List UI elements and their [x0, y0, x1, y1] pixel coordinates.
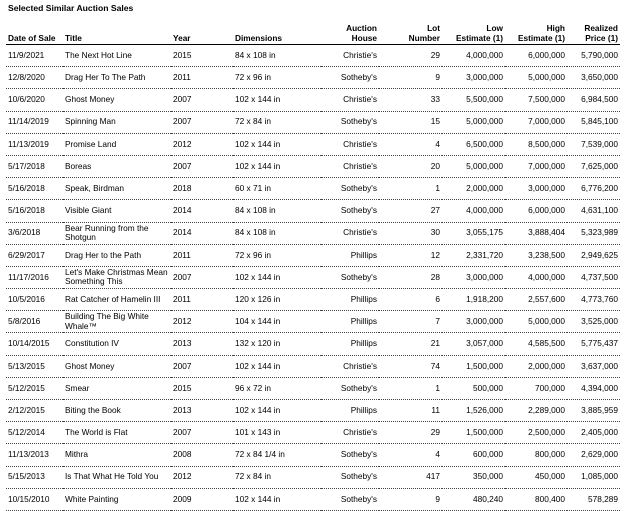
cell-price: 2,629,000: [567, 444, 620, 466]
cell-dimensions: 102 x 144 in: [233, 266, 321, 288]
cell-year: 2007: [171, 111, 233, 133]
cell-house: Sotheby's: [321, 266, 379, 288]
header-auction-house: Auction House: [321, 17, 379, 45]
cell-dimensions: 72 x 84 in: [233, 111, 321, 133]
cell-price: 5,323,989: [567, 222, 620, 244]
cell-year: 2008: [171, 444, 233, 466]
cell-price: 4,394,000: [567, 377, 620, 399]
cell-house: Phillips: [321, 289, 379, 311]
cell-price: 3,885,959: [567, 400, 620, 422]
cell-date: 12/8/2020: [6, 67, 63, 89]
cell-house: Christie's: [321, 355, 379, 377]
cell-date: 10/14/2015: [6, 333, 63, 355]
cell-date: 10/5/2016: [6, 289, 63, 311]
table-row: [6, 266, 620, 288]
table-row: [6, 45, 620, 67]
cell-house: Phillips: [321, 333, 379, 355]
cell-year: 2012: [171, 311, 233, 333]
cell-dimensions: 102 x 144 in: [233, 89, 321, 111]
cell-date: 6/29/2017: [6, 244, 63, 266]
cell-lot: 30: [379, 222, 442, 244]
cell-lot: 28: [379, 266, 442, 288]
cell-lot: 1: [379, 178, 442, 200]
cell-title: Bear Running from the Shotgun: [63, 222, 171, 244]
cell-date: 5/12/2014: [6, 422, 63, 444]
cell-lot: 21: [379, 333, 442, 355]
cell-dimensions: 72 x 96 in: [233, 244, 321, 266]
cell-dimensions: 84 x 108 in: [233, 222, 321, 244]
cell-title: Building The Big White Whale™: [63, 311, 171, 333]
cell-lot: 20: [379, 155, 442, 177]
cell-low: 6,500,000: [442, 133, 505, 155]
cell-title: Spinning Man: [63, 111, 171, 133]
header-title: Title: [63, 17, 171, 45]
cell-high: 2,289,000: [505, 400, 567, 422]
cell-price: 4,737,500: [567, 266, 620, 288]
cell-high: 5,000,000: [505, 67, 567, 89]
cell-year: 2015: [171, 45, 233, 67]
cell-house: Christie's: [321, 133, 379, 155]
cell-high: 6,000,000: [505, 200, 567, 222]
cell-lot: 6: [379, 289, 442, 311]
cell-price: 4,631,100: [567, 200, 620, 222]
cell-house: Christie's: [321, 155, 379, 177]
table-row: [6, 111, 620, 133]
cell-low: 5,500,000: [442, 89, 505, 111]
cell-date: 5/12/2015: [6, 377, 63, 399]
cell-date: 5/15/2013: [6, 466, 63, 488]
cell-high: 3,000,000: [505, 178, 567, 200]
cell-year: 2011: [171, 289, 233, 311]
cell-price: 1,085,000: [567, 466, 620, 488]
cell-low: 3,000,000: [442, 67, 505, 89]
header-row: [6, 17, 620, 45]
cell-title: Smear: [63, 377, 171, 399]
cell-dimensions: 102 x 144 in: [233, 133, 321, 155]
cell-dimensions: 60 x 71 in: [233, 178, 321, 200]
cell-dimensions: 72 x 84 in: [233, 466, 321, 488]
cell-high: 5,000,000: [505, 311, 567, 333]
cell-dimensions: 84 x 108 in: [233, 45, 321, 67]
cell-low: 3,057,000: [442, 333, 505, 355]
cell-year: 2014: [171, 222, 233, 244]
cell-title: Drag Her To The Path: [63, 67, 171, 89]
table-row: [6, 289, 620, 311]
cell-date: 10/15/2010: [6, 488, 63, 510]
cell-price: 5,790,000: [567, 45, 620, 67]
cell-price: 3,525,000: [567, 311, 620, 333]
cell-low: 1,918,200: [442, 289, 505, 311]
cell-lot: 12: [379, 244, 442, 266]
cell-price: 6,984,500: [567, 89, 620, 111]
cell-low: 5,000,000: [442, 111, 505, 133]
cell-high: 2,557,600: [505, 289, 567, 311]
table-row: [6, 222, 620, 244]
cell-house: Sotheby's: [321, 200, 379, 222]
cell-high: 4,585,500: [505, 333, 567, 355]
cell-high: 3,238,500: [505, 244, 567, 266]
cell-low: 600,000: [442, 444, 505, 466]
header-lot-number: Lot Number: [379, 17, 442, 45]
cell-price: 5,845,100: [567, 111, 620, 133]
table-row: [6, 311, 620, 333]
cell-title: Constitution IV: [63, 333, 171, 355]
cell-high: 4,000,000: [505, 266, 567, 288]
cell-title: The World is Flat: [63, 422, 171, 444]
cell-title: Speak, Birdman: [63, 178, 171, 200]
cell-price: 7,625,000: [567, 155, 620, 177]
cell-house: Phillips: [321, 400, 379, 422]
cell-dimensions: 96 x 72 in: [233, 377, 321, 399]
cell-price: 2,949,625: [567, 244, 620, 266]
table-title: Selected Similar Auction Sales: [8, 3, 134, 13]
cell-year: 2007: [171, 422, 233, 444]
cell-date: 10/6/2020: [6, 89, 63, 111]
cell-high: 6,000,000: [505, 45, 567, 67]
table-row: [6, 133, 620, 155]
cell-date: 11/13/2013: [6, 444, 63, 466]
table-row: [6, 333, 620, 355]
cell-dimensions: 72 x 96 in: [233, 67, 321, 89]
cell-high: 7,000,000: [505, 111, 567, 133]
cell-title: The Next Hot Line: [63, 45, 171, 67]
table-row: [6, 155, 620, 177]
cell-low: 1,526,000: [442, 400, 505, 422]
cell-date: 11/17/2016: [6, 266, 63, 288]
cell-title: White Painting: [63, 488, 171, 510]
cell-low: 480,240: [442, 488, 505, 510]
cell-lot: 4: [379, 133, 442, 155]
cell-high: 2,500,000: [505, 422, 567, 444]
cell-dimensions: 102 x 144 in: [233, 400, 321, 422]
cell-lot: 4: [379, 444, 442, 466]
cell-lot: 74: [379, 355, 442, 377]
cell-house: Christie's: [321, 89, 379, 111]
header-dimensions: Dimensions: [233, 17, 321, 45]
cell-price: 3,637,000: [567, 355, 620, 377]
cell-house: Sotheby's: [321, 488, 379, 510]
cell-dimensions: 132 x 120 in: [233, 333, 321, 355]
cell-low: 1,500,000: [442, 422, 505, 444]
cell-high: 800,000: [505, 444, 567, 466]
cell-lot: 9: [379, 488, 442, 510]
cell-house: Christie's: [321, 222, 379, 244]
table-row: [6, 89, 620, 111]
table-row: [6, 444, 620, 466]
cell-low: 3,000,000: [442, 266, 505, 288]
table-row: [6, 466, 620, 488]
cell-dimensions: 101 x 143 in: [233, 422, 321, 444]
cell-high: 8,500,000: [505, 133, 567, 155]
cell-low: 2,331,720: [442, 244, 505, 266]
cell-title: Mithra: [63, 444, 171, 466]
cell-year: 2015: [171, 377, 233, 399]
cell-title: Rat Catcher of Hamelin III: [63, 289, 171, 311]
cell-price: 7,539,000: [567, 133, 620, 155]
cell-dimensions: 102 x 144 in: [233, 155, 321, 177]
cell-dimensions: 104 x 144 in: [233, 311, 321, 333]
cell-year: 2011: [171, 67, 233, 89]
cell-year: 2007: [171, 266, 233, 288]
cell-low: 4,000,000: [442, 45, 505, 67]
cell-date: 5/17/2018: [6, 155, 63, 177]
cell-dimensions: 84 x 108 in: [233, 200, 321, 222]
cell-low: 3,000,000: [442, 311, 505, 333]
header-date: Date of Sale: [6, 17, 63, 45]
cell-low: 2,000,000: [442, 178, 505, 200]
cell-house: Phillips: [321, 311, 379, 333]
cell-date: 3/6/2018: [6, 222, 63, 244]
cell-price: 6,776,200: [567, 178, 620, 200]
cell-title: Biting the Book: [63, 400, 171, 422]
cell-date: 5/8/2016: [6, 311, 63, 333]
cell-date: 2/12/2015: [6, 400, 63, 422]
cell-low: 1,500,000: [442, 355, 505, 377]
table-row: [6, 377, 620, 399]
cell-price: 3,650,000: [567, 67, 620, 89]
cell-lot: 29: [379, 45, 442, 67]
cell-house: Sotheby's: [321, 466, 379, 488]
cell-house: Christie's: [321, 422, 379, 444]
cell-year: 2013: [171, 333, 233, 355]
cell-date: 5/13/2015: [6, 355, 63, 377]
cell-high: 800,400: [505, 488, 567, 510]
cell-low: 350,000: [442, 466, 505, 488]
cell-year: 2007: [171, 155, 233, 177]
table-row: [6, 488, 620, 510]
cell-price: 4,773,760: [567, 289, 620, 311]
table-row: [6, 244, 620, 266]
cell-price: 5,775,437: [567, 333, 620, 355]
cell-lot: 29: [379, 422, 442, 444]
cell-year: 2012: [171, 466, 233, 488]
cell-house: Christie's: [321, 45, 379, 67]
cell-title: Ghost Money: [63, 89, 171, 111]
cell-high: 450,000: [505, 466, 567, 488]
cell-year: 2014: [171, 200, 233, 222]
table-row: [6, 400, 620, 422]
cell-year: 2009: [171, 488, 233, 510]
cell-low: 3,055,175: [442, 222, 505, 244]
cell-year: 2007: [171, 89, 233, 111]
cell-date: 11/9/2021: [6, 45, 63, 67]
cell-low: 5,000,000: [442, 155, 505, 177]
cell-title: Boreas: [63, 155, 171, 177]
cell-title: Ghost Money: [63, 355, 171, 377]
header-year: Year: [171, 17, 233, 45]
table-row: [6, 178, 620, 200]
cell-year: 2018: [171, 178, 233, 200]
cell-date: 11/14/2019: [6, 111, 63, 133]
cell-house: Sotheby's: [321, 67, 379, 89]
cell-dimensions: 120 x 126 in: [233, 289, 321, 311]
cell-date: 11/13/2019: [6, 133, 63, 155]
cell-year: 2012: [171, 133, 233, 155]
cell-house: Sotheby's: [321, 178, 379, 200]
header-low-estimate: Low Estimate (1): [442, 17, 505, 45]
cell-high: 3,888,404: [505, 222, 567, 244]
cell-lot: 7: [379, 311, 442, 333]
cell-price: 578,289: [567, 488, 620, 510]
cell-date: 5/16/2018: [6, 178, 63, 200]
auction-sales-table: [6, 17, 620, 511]
cell-high: 700,000: [505, 377, 567, 399]
cell-title: Is That What He Told You: [63, 466, 171, 488]
table-row: [6, 422, 620, 444]
cell-year: 2007: [171, 355, 233, 377]
cell-high: 2,000,000: [505, 355, 567, 377]
cell-high: 7,000,000: [505, 155, 567, 177]
header-high-estimate: High Estimate (1): [505, 17, 567, 45]
table-row: [6, 200, 620, 222]
cell-low: 500,000: [442, 377, 505, 399]
cell-dimensions: 102 x 144 in: [233, 488, 321, 510]
cell-house: Phillips: [321, 244, 379, 266]
table-row: [6, 355, 620, 377]
cell-lot: 33: [379, 89, 442, 111]
cell-lot: 11: [379, 400, 442, 422]
cell-date: 5/16/2018: [6, 200, 63, 222]
cell-dimensions: 102 x 144 in: [233, 355, 321, 377]
cell-lot: 9: [379, 67, 442, 89]
header-realized-price: Realized Price (1): [567, 17, 620, 45]
cell-lot: 1: [379, 377, 442, 399]
cell-house: Sotheby's: [321, 377, 379, 399]
cell-price: 2,405,000: [567, 422, 620, 444]
cell-lot: 417: [379, 466, 442, 488]
cell-house: Sotheby's: [321, 444, 379, 466]
cell-high: 7,500,000: [505, 89, 567, 111]
cell-year: 2011: [171, 244, 233, 266]
cell-title: Drag Her to the Path: [63, 244, 171, 266]
cell-title: Let's Make Christmas Mean Something This: [63, 266, 171, 288]
cell-dimensions: 72 x 84 1/4 in: [233, 444, 321, 466]
cell-house: Sotheby's: [321, 111, 379, 133]
cell-year: 2013: [171, 400, 233, 422]
cell-title: Promise Land: [63, 133, 171, 155]
cell-lot: 27: [379, 200, 442, 222]
cell-title: Visible Giant: [63, 200, 171, 222]
cell-low: 4,000,000: [442, 200, 505, 222]
table-row: [6, 67, 620, 89]
cell-lot: 15: [379, 111, 442, 133]
